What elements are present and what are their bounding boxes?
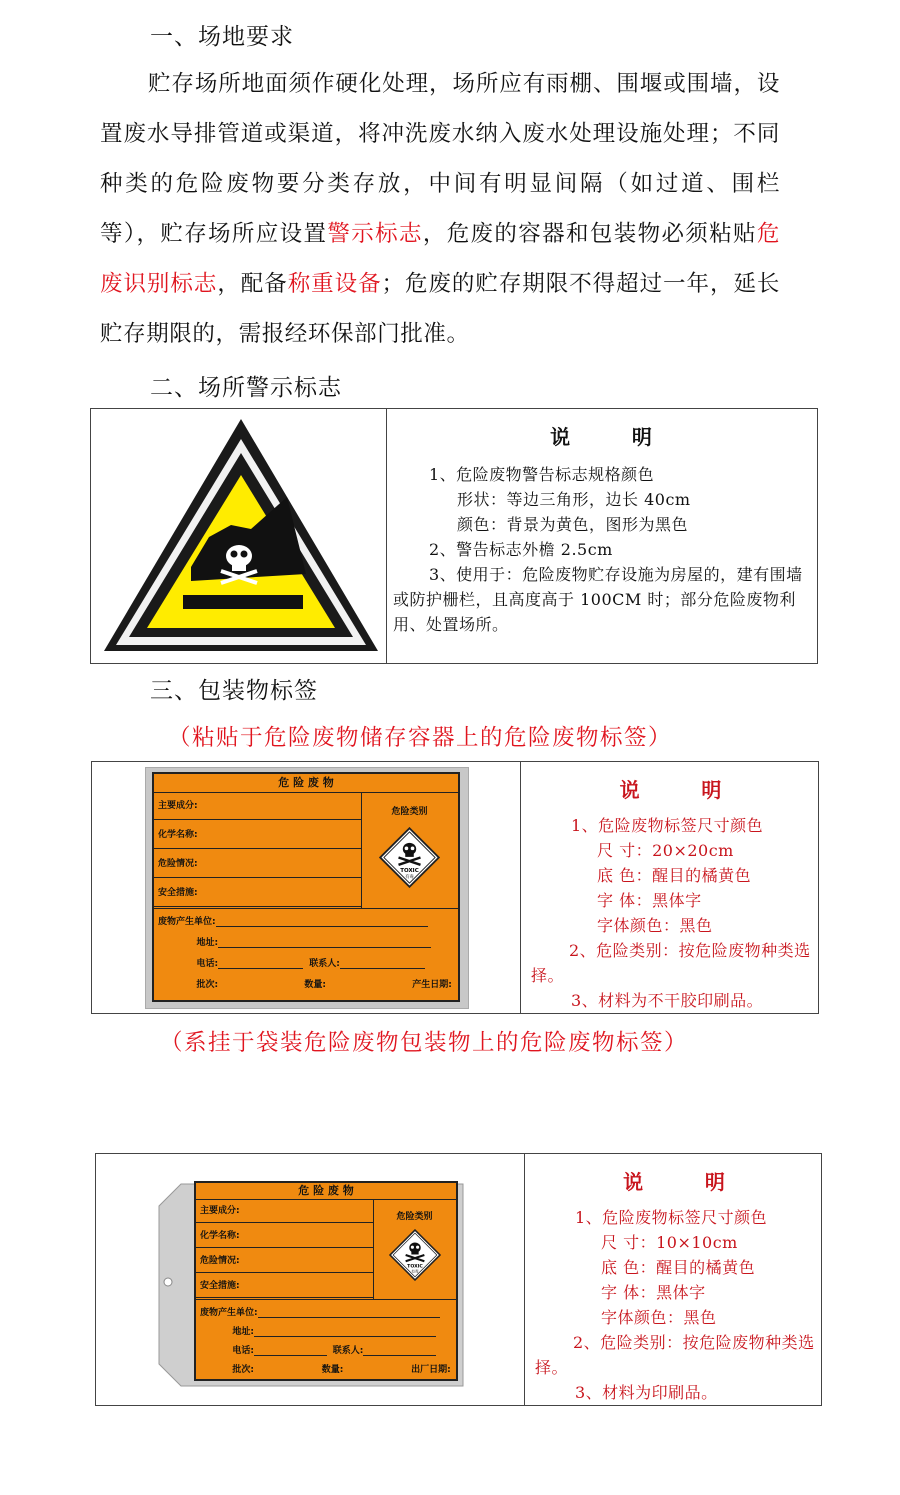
desc-line: 底 色：醒目的橘黄色	[597, 866, 752, 885]
label-graphic-1	[152, 772, 460, 1002]
label-field-text: 产生日期:	[412, 980, 452, 991]
paragraph-text: ，危废的容器和包装物必须粘贴	[422, 221, 757, 247]
label-category-title: 危险类别	[396, 1212, 433, 1222]
label-field: 主要成分:	[196, 1199, 373, 1223]
label-bottom-divider	[196, 1299, 456, 1300]
toxic-diamond-icon	[379, 827, 440, 888]
desc-title-right: 明	[704, 1170, 727, 1194]
warning-sign-table	[90, 408, 818, 664]
warning-desc-cell	[387, 409, 818, 664]
label-field-text: 地址:	[196, 938, 219, 949]
toxic-text: TOXIC	[400, 867, 419, 874]
section1-paragraph	[100, 59, 780, 359]
underline	[254, 1336, 436, 1337]
underline	[258, 1317, 440, 1318]
label-field	[232, 1343, 436, 1356]
label-field: 主要成分:	[154, 792, 361, 820]
label-field	[197, 977, 452, 990]
label-field: 危险情况:	[196, 1249, 373, 1273]
label-column-divider	[361, 792, 362, 908]
caption-bag-label: （系挂于袋装危险废物包装物上的危险废物标签）	[160, 1030, 689, 1056]
label-field-text: 地址:	[232, 1326, 254, 1337]
underline	[254, 1355, 327, 1356]
label-field: 危险情况:	[154, 850, 361, 878]
desc-line: 3、材料为不干胶印刷品。	[571, 991, 764, 1010]
label-field: 安全措施:	[154, 879, 361, 907]
desc-line: 底 色：醒目的橘黄色	[601, 1258, 756, 1277]
desc-title-right: 明	[631, 425, 654, 449]
label-field	[232, 1324, 436, 1337]
label-field	[197, 935, 431, 948]
label-field: 化学名称:	[196, 1224, 373, 1248]
paragraph-text: ；危废的贮存期限不得超过一年，延长贮存期限的，需报经环保部门批准。	[100, 271, 780, 347]
section2-heading: 二、场所警示标志	[150, 375, 342, 401]
label-field	[158, 914, 450, 927]
label-field-text: 数量:	[321, 1364, 344, 1375]
warning-triangle-skull-icon	[91, 409, 386, 659]
warning-sign-cell	[91, 409, 387, 664]
desc-line: 形状：等边三角形，边长 40cm	[457, 490, 691, 509]
desc-line: 2、危险类别：按危险废物种类选择。	[531, 941, 811, 985]
label-bottom-divider	[154, 908, 458, 909]
label-graphic-2	[194, 1181, 458, 1381]
caption-container-label: （粘贴于危险废物储存容器上的危险废物标签）	[168, 725, 673, 751]
desc-line: 字体颜色：黑色	[601, 1308, 717, 1327]
label-title: 危 险 废 物	[196, 1183, 456, 1200]
desc-line: 尺 寸：10×10cm	[601, 1233, 738, 1252]
desc-line: 1、危险废物标签尺寸颜色	[575, 1208, 768, 1227]
label-table-1	[91, 761, 819, 1014]
highlight-text: 警示标志	[327, 221, 423, 247]
label-field-text: 废物产生单位:	[158, 917, 216, 928]
label-field-text: 电话:	[232, 1345, 254, 1356]
label-table-2	[95, 1153, 822, 1406]
section3-heading: 三、包装物标签	[150, 678, 318, 704]
highlight-text: 称重设备	[287, 271, 382, 297]
label-field	[197, 956, 425, 969]
desc-line: 3、材料为印刷品。	[575, 1383, 718, 1402]
label-field	[232, 1362, 450, 1375]
label-field-text: 批次:	[232, 1364, 254, 1375]
desc-title	[531, 774, 812, 803]
label-desc-cell-1	[521, 762, 819, 1014]
desc-title	[393, 421, 811, 450]
section1-heading: 一、场地要求	[150, 24, 294, 50]
label-field-text: 数量:	[304, 980, 327, 991]
underline	[218, 947, 431, 948]
toxic-text: TOXIC	[406, 1264, 423, 1270]
desc-line: 2、危险类别：按危险废物种类选择。	[535, 1333, 815, 1377]
underline	[340, 968, 425, 969]
label-title: 危 险 废 物	[154, 774, 458, 793]
label-field-text: 联系人:	[309, 959, 340, 970]
desc-title-right: 明	[701, 778, 724, 802]
paragraph-text: 贮存场所地面须作硬化处理，场所应有雨棚、围堰或围墙，设置废水导排管道或渠道，将冲洗废水纳入废水处理设施处理；不同种类的危险废物要分类存放，中间有明显间隔（如过道、围栏等），贮存场所应设置	[100, 71, 780, 247]
toxic-text-cn: 有毒	[405, 875, 414, 881]
desc-line: 字 体：黑体字	[597, 891, 702, 910]
toxic-diamond-icon	[389, 1229, 441, 1281]
underline	[218, 968, 303, 969]
label-field-text: 出厂日期:	[411, 1364, 451, 1375]
desc-title-left: 说	[619, 778, 642, 802]
label-field-text: 联系人:	[332, 1345, 364, 1356]
label-image-cell-2	[96, 1154, 525, 1406]
desc-line: 颜色：背景为黄色，图形为黑色	[457, 515, 689, 534]
desc-line: 3、使用于：危险废物贮存设施为房屋的，建有围墙或防护栅栏，且高度高于 100CM 时；部分危险废物利用、处置场所。	[393, 565, 803, 634]
label-field-text: 批次:	[196, 980, 219, 991]
desc-title	[535, 1166, 815, 1195]
label-field-text: 电话:	[196, 959, 219, 970]
desc-line: 字体颜色：黑色	[597, 916, 713, 935]
desc-line: 字 体：黑体字	[601, 1283, 706, 1302]
desc-line: 2、警告标志外檐 2.5cm	[429, 540, 613, 559]
highlight-text: 危废识别标志	[100, 221, 780, 297]
underline	[216, 926, 429, 927]
label-image-cell-1	[92, 762, 521, 1014]
desc-title-left: 说	[623, 1170, 646, 1194]
desc-line: 尺 寸：20×20cm	[597, 841, 734, 860]
label-field: 化学名称:	[154, 821, 361, 849]
paragraph-text: ，配备	[217, 271, 288, 297]
desc-line: 1、危险废物标签尺寸颜色	[571, 816, 764, 835]
label-field	[200, 1305, 448, 1318]
label-column-divider	[373, 1199, 374, 1299]
toxic-text-cn: 有毒	[410, 1269, 419, 1274]
label-category-title: 危险类别	[391, 806, 428, 817]
desc-line: 1、危险废物警告标志规格颜色	[429, 465, 655, 484]
label-field-text: 废物产生单位:	[200, 1307, 258, 1318]
desc-title-left: 说	[550, 425, 573, 449]
label-desc-cell-2	[525, 1154, 822, 1406]
label-field: 安全措施:	[196, 1274, 373, 1298]
underline	[363, 1355, 436, 1356]
